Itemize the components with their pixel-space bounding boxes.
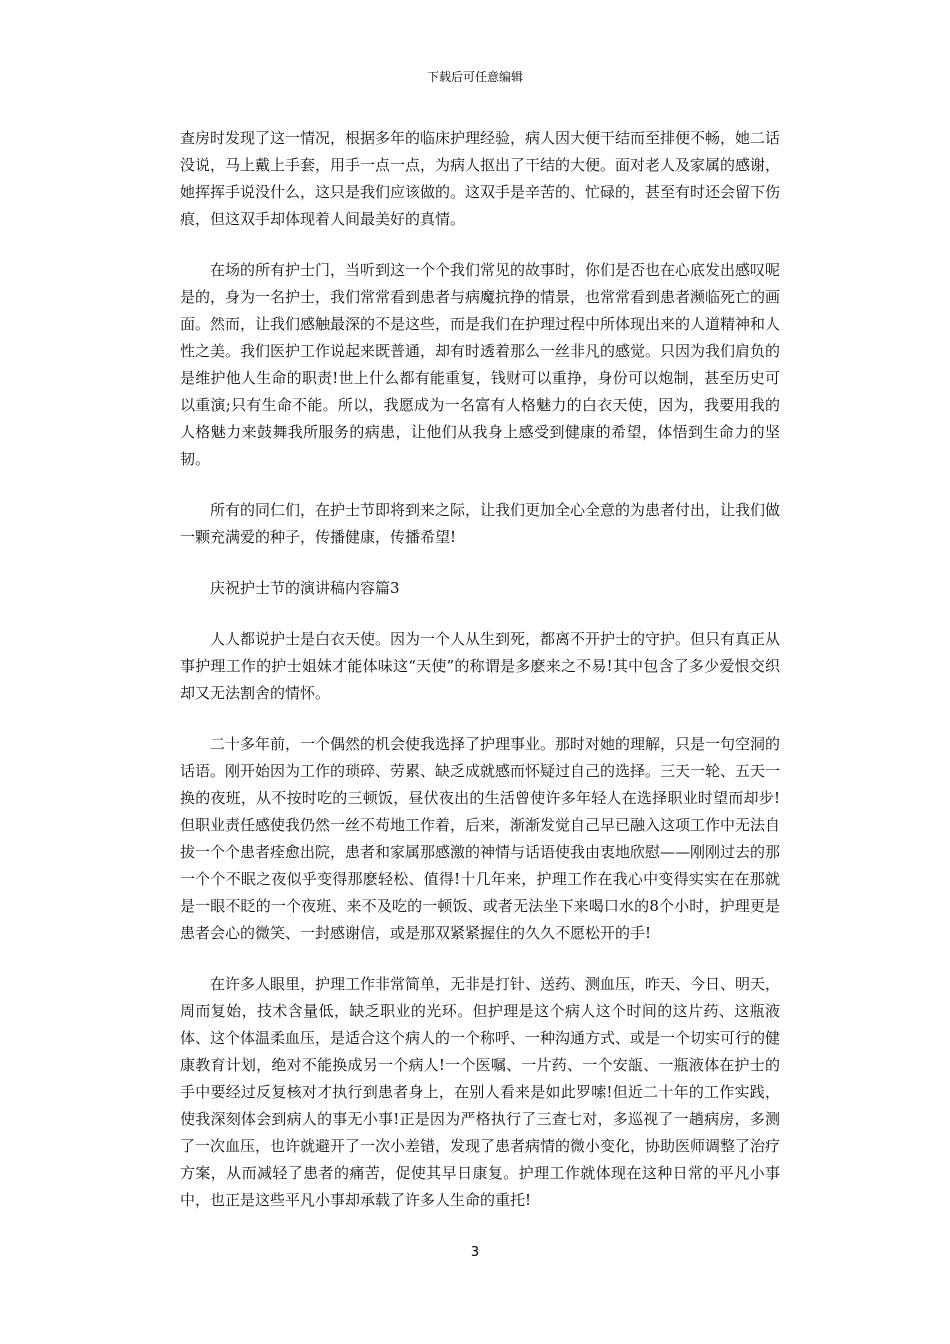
page-header: 下载后可任意编辑 xyxy=(426,70,523,84)
document-body xyxy=(180,125,780,1238)
paragraph: 所有的同仁们，在护士节即将到来之际，让我们更加全心全意的为患者付出，让我们做一颗充满爱的种子，传播健康，传播希望! xyxy=(180,501,781,546)
paragraph: 在许多人眼里，护理工作非常简单，无非是打针、送药、测血压，昨天、今日、明天，周而复始，技术含量低，缺乏职业的光环。但护理是这个病人这个时间的这片药、这瓶液体、这个体温柔血压，是适合这个病人的一个称呼、一种沟通方式、或是一个切实可行的健康教育计划，绝对不能换成另一个病人!一个医嘱、一片药、一个安瓿、一瓶液体在护士的手中要经过反复核对才执行到患者身上，在别人看来是如此罗嗦!但近二十年的工作实践，使我深刻体会到病人的事无小事!正是因为严格执行了三查七对，多巡视了一趟病房，多测了一次血压，也许就避开了一次小差错，发现了患者病情的微小变化，协助医师调整了治疗方案，从而减轻了患者的痛苦，促使其早日康复。护理工作就体现在这种日常的平凡小事中，也正是这些平凡小事却承载了许多人生命的重托! xyxy=(180,975,781,1209)
paragraph: 查房时发现了这一情况，根据多年的临床护理经验，病人因大便干结而至排便不畅，她二话没说，马上戴上手套，用手一点一点，为病人抠出了干结的大便。面对老人及家属的感谢，她挥挥手说没什么，这只是我们应该做的。这双手是辛苦的、忙碌的，甚至有时还会留下伤痕，但这双手却体现着人间最美好的真情。 xyxy=(180,129,781,228)
paragraph: 人人都说护士是白衣天使。因为一个人从生到死，都离不开护士的守护。但只有真正从事护理工作的护士姐妹才能体味这“天使”的称谓是多麽来之不易!其中包含了多少爱恨交织却又无法割舍的情怀。 xyxy=(180,630,781,702)
page-number: 3 xyxy=(470,1245,480,1260)
paragraph: 在场的所有护士门，当听到这一个个我们常见的故事时，你们是否也在心底发出感叹呢是的，身为一名护士，我们常常看到患者与病魔抗挣的情景，也常常看到患者濒临死亡的画面。然而，让我们感触最深的不是这些，而是我们在护理过程中所体现出来的人道精神和人性之美。我们医护工作说起来既普通，却有时透着那么一丝非凡的感觉。只因为我们肩负的是维护他人生命的职责!世上什么都有能重复，钱财可以重挣，身份可以炮制，甚至历史可以重演;只有生命不能。所以，我愿成为一名富有人格魅力的白衣天使，因为，我要用我的人格魅力来鼓舞我所服务的病患，让他们从我身上感受到健康的希望，体悟到生命力的坚韧。 xyxy=(180,261,781,468)
section-heading: 庆祝护士节的演讲稿内容篇3 xyxy=(210,579,400,597)
paragraph: 二十多年前，一个偶然的机会使我选择了护理事业。那时对她的理解，只是一句空洞的话语。刚开始因为工作的琐碎、劳累、缺乏成就感而怀疑过自己的选择。三天一轮、五天一换的夜班，从不按时吃的三顿饭，昼伏夜出的生活曾使许多年轻人在选择职业时望而却步!但职业责任感使我仍然一丝不苟地工作着，后来，渐渐发觉自己早已融入这项工作中无法自拔一个个患者痊愈出院，患者和家属那感激的神情与话语使我由衷地欣慰——刚刚过去的那一个个不眠之夜似乎变得那麽轻松、值得!十几年来，护理工作在我心中变得实实在在那就是一眼不眨的一个夜班、来不及吃的一顿饭、或者无法坐下来喝口水的8个小时，护理更是患者会心的微笑、一封感谢信，或是那双紧紧握住的久久不愿松开的手! xyxy=(180,735,781,942)
